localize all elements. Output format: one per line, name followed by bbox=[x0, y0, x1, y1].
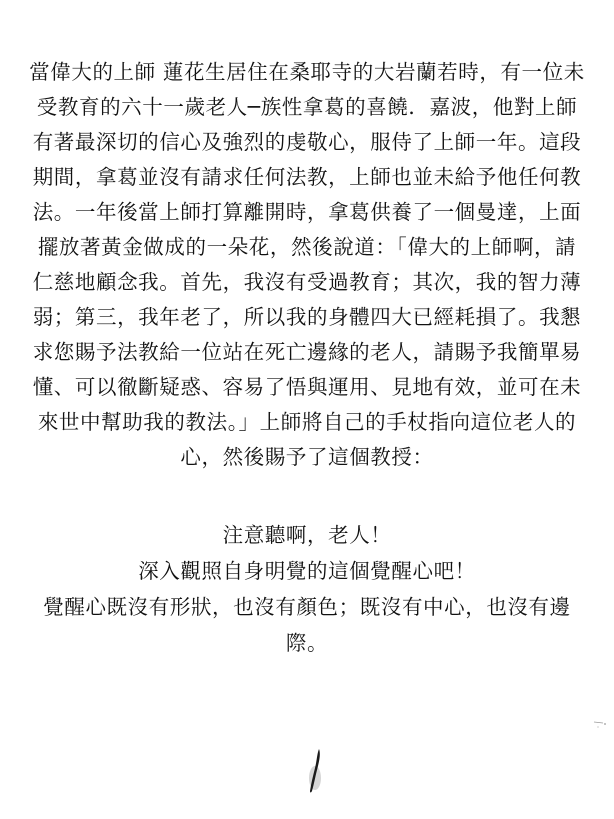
narrative-line: 懂、可以徹斷疑惑、容易了悟與運用、見地有效，並可在未 bbox=[32, 375, 582, 399]
narrative-line: 當偉大的上師 蓮花生居住在桑耶寺的大岩蘭若時，有一位未 bbox=[29, 60, 585, 84]
verse-teaching bbox=[10, 517, 604, 661]
narrative-line: 受教育的六十一歲老人─族性拿葛的喜饒．嘉波，他對上師 bbox=[36, 95, 578, 119]
narrative-line: 來世中幫助我的教法。」上師將自己的手杖指向這位老人的 bbox=[37, 410, 577, 434]
scan-speck bbox=[592, 718, 608, 730]
narrative-line: 有著最深切的信心及強烈的虔敬心，服侍了上師一年。這段 bbox=[32, 130, 582, 154]
narrative-paragraph bbox=[10, 55, 604, 475]
narrative-line: 法。一年後當上師打算離開時，拿葛供養了一個曼達，上面 bbox=[32, 200, 582, 224]
narrative-line: 求您賜予法教給一位站在死亡邊緣的老人，請賜予我簡單易 bbox=[32, 340, 582, 364]
verse-line: 際。 bbox=[285, 631, 329, 655]
verse-line: 深入觀照自身明覺的這個覺醒心吧！ bbox=[138, 559, 476, 583]
narrative-line: 弱；第三，我年老了，所以我的身體四大已經耗損了。我懇 bbox=[32, 305, 582, 329]
narrative-line: 心，然後賜予了這個教授： bbox=[180, 445, 434, 469]
narrative-line: 擺放著黃金做成的一朵花，然後說道：「偉大的上師啊，請 bbox=[37, 235, 577, 259]
verse-line: 注意聽啊，老人！ bbox=[222, 523, 392, 547]
narrative-line: 仁慈地顧念我。首先，我沒有受過教育；其次，我的智力薄 bbox=[32, 270, 582, 294]
verse-line: 覺醒心既沒有形狀，也沒有顏色；既沒有中心，也沒有邊 bbox=[43, 595, 571, 619]
narrative-line: 期間，拿葛並沒有請求任何法教，上師也並未給予他任何教 bbox=[32, 165, 582, 189]
ink-brush-mark bbox=[308, 748, 324, 794]
